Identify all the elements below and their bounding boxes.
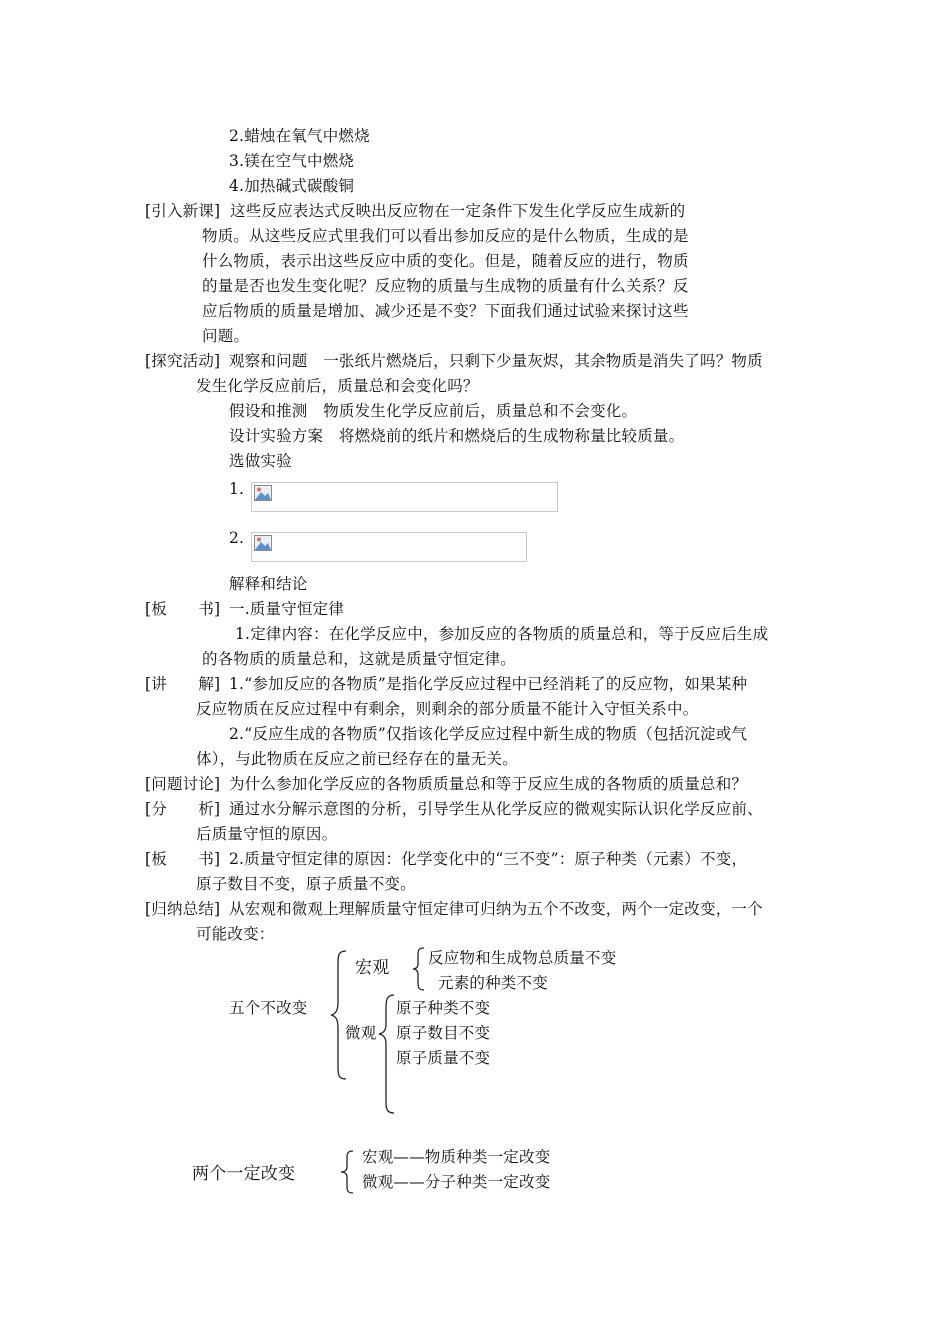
conclusion-heading: 解释和结论 [229, 575, 308, 593]
micro-item-3: 原子质量不变 [396, 1049, 491, 1067]
discussion-text: 为什么参加化学反应的各物质质量总和等于反应生成的各物质的质量总和？ [229, 775, 748, 793]
board1-title: 一.质量守恒定律 [229, 600, 345, 618]
explore-line-2: 发生化学反应前后，质量总和会变化吗？ [196, 377, 479, 395]
lecture-line-1: 1.“参加反应的各物质”是指化学反应过程中已经消耗了的反应物，如果某种 [229, 675, 748, 693]
lecture-tag: [讲 解] [145, 675, 221, 693]
experiment-2-number: 2. [229, 529, 245, 547]
intro-line-1: 这些反应表达式反映出反应物在一定条件下发生化学反应生成新的 [230, 202, 686, 220]
board2-line-1: 2.质量守恒定律的原因：化学变化中的“三不变”：原子种类（元素）不变， [229, 850, 748, 868]
intro-line-6: 问题。 [202, 327, 250, 345]
macro-brace [412, 947, 426, 991]
board2-tag: [板 书] [145, 850, 221, 868]
analysis-tag: [分 析] [145, 800, 221, 818]
broken-image-icon [254, 535, 272, 551]
summary-line-2: 可能改变： [196, 925, 275, 943]
two-item-1: 宏观——物质种类一定改变 [362, 1148, 551, 1166]
macro-label: 宏观 [355, 958, 390, 978]
hypothesis: 假设和推测 物质发生化学反应前后，质量总和不会变化。 [229, 402, 638, 420]
macro-item-1: 反应物和生成物总质量不变 [428, 949, 617, 967]
board2-line-2: 原子数目不变，原子质量不变。 [196, 875, 416, 893]
list-item-4: 4.加热碱式碳酸铜 [229, 177, 355, 195]
list-item-2: 2.蜡烛在氧气中燃烧 [229, 127, 370, 145]
analysis-line-1: 通过水分解示意图的分析，引导学生从化学反应的微观实际认识化学反应前、 [229, 800, 763, 818]
experiment-1-image [251, 482, 558, 512]
lecture-line-4: 体），与此物质在反应之前已经存在的量无关。 [196, 750, 518, 768]
intro-tag: [引入新课] [145, 202, 221, 220]
lecture-line-2: 反应物质在反应过程中有剩余，则剩余的部分质量不能计入守恒关系中。 [196, 700, 699, 718]
broken-image-icon [254, 485, 272, 501]
micro-item-2: 原子数目不变 [396, 1024, 491, 1042]
intro-line-5: 应后物质的质量是增加、减少还是不变？下面我们通过试验来探讨这些 [202, 302, 689, 320]
two-changed-label: 两个一定改变 [192, 1164, 296, 1184]
five-unchanged-brace [330, 950, 350, 1080]
macro-item-2: 元素的种类不变 [438, 974, 548, 992]
summary-tag: [归纳总结] [145, 900, 221, 918]
choose-experiment: 选做实验 [229, 452, 292, 470]
explore-line-1: 观察和问题 一张纸片燃烧后，只剩下少量灰烬，其余物质是消失了吗？物质 [229, 352, 763, 370]
intro-line-4: 的量是否也发生变化呢？反应物的质量与生成物的质量有什么关系？反 [202, 277, 689, 295]
explore-tag: [探究活动] [145, 352, 221, 370]
list-item-3: 3.镁在空气中燃烧 [229, 152, 355, 170]
summary-line-1: 从宏观和微观上理解质量守恒定律可归纳为五个不改变，两个一定改变，一个 [229, 900, 763, 918]
experiment-1-number: 1. [229, 480, 245, 498]
micro-label: 微观 [345, 1024, 377, 1042]
board1-content-1: 1.定律内容：在化学反应中，参加反应的各物质的质量总和，等于反应后生成 [235, 625, 769, 643]
intro-line-2: 物质。从这些反应式里我们可以看出参加反应的是什么物质，生成的是 [202, 227, 689, 245]
micro-brace [378, 994, 396, 1114]
discussion-tag: [问题讨论] [145, 775, 221, 793]
board1-tag: [板 书] [145, 600, 221, 618]
two-changed-brace [340, 1150, 356, 1194]
analysis-line-2: 后质量守恒的原因。 [196, 825, 338, 843]
intro-line-3: 什么物质，表示出这些反应中质的变化。但是，随着反应的进行，物质 [202, 252, 689, 270]
two-item-2: 微观——分子种类一定改变 [362, 1173, 551, 1191]
micro-item-1: 原子种类不变 [396, 999, 491, 1017]
five-unchanged-label: 五个不改变 [229, 999, 308, 1017]
design-plan: 设计实验方案 将燃烧前的纸片和燃烧后的生成物称量比较质量。 [229, 427, 685, 445]
experiment-2-image [251, 532, 527, 562]
board1-content-2: 的各物质的质量总和，这就是质量守恒定律。 [202, 650, 517, 668]
lecture-line-3: 2.“反应生成的各物质”仅指该化学反应过程中新生成的物质（包括沉淀或气 [229, 725, 748, 743]
